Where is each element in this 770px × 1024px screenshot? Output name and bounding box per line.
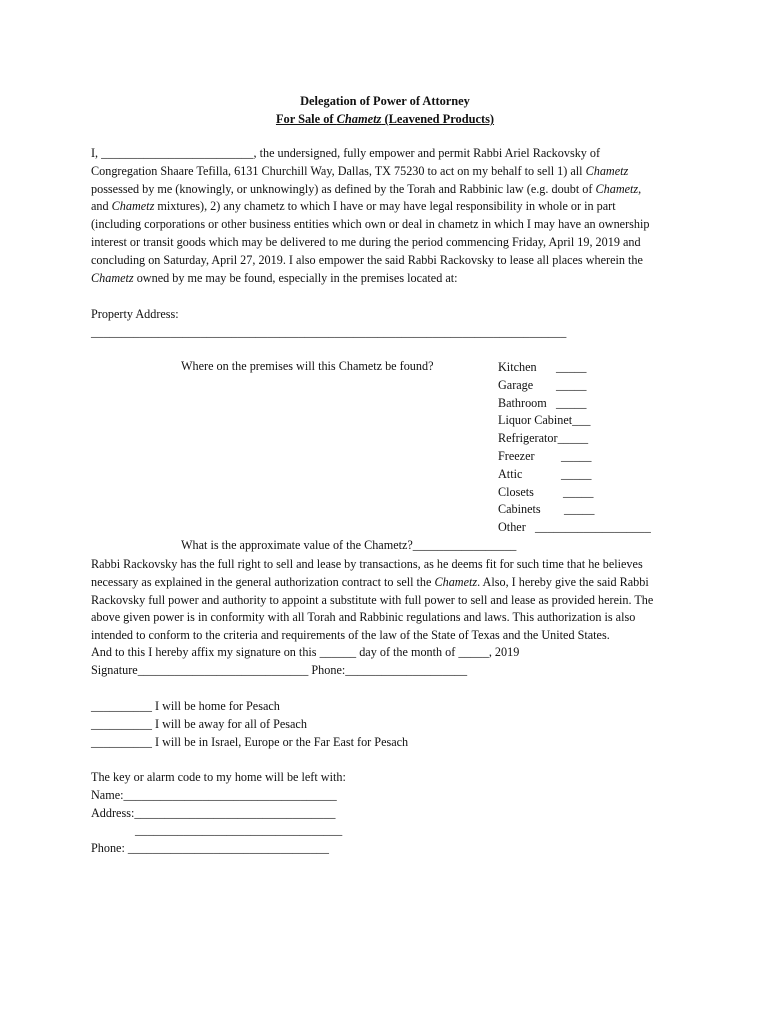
key-heading: The key or alarm code to my home will be left with:: [91, 770, 346, 784]
location-item[interactable]: [498, 359, 651, 377]
pesach-option[interactable]: __________ I will be in Israel, Europe or the Far East for Pesach: [91, 734, 409, 749]
intro-line: (including corporations or other business entities which own or deal in chametz in which I may have an ownership: [91, 217, 650, 232]
intro-italic: Chametz: [595, 181, 639, 196]
location-item[interactable]: [498, 430, 651, 448]
key-address-continuation[interactable]: __________________________________: [135, 823, 343, 838]
location-item[interactable]: [498, 484, 651, 502]
intro-paragraph: [91, 145, 681, 287]
authority-line: above given power is in conformity with all Torah and Rabbinic regulations and laws. This authorization is also: [91, 610, 636, 625]
intro-text: Congregation Shaare Tefilla, 6131 Churchill Way, Dallas, TX 75230 to act on my behalf to sell 1) all: [91, 163, 586, 178]
subtitle-italic: Chametz: [336, 112, 382, 126]
intro-text: ,: [638, 181, 642, 196]
location-blank[interactable]: _____: [556, 395, 587, 410]
authority-text: . Also, I hereby give the said Rabbi: [477, 574, 649, 589]
location-name: Liquor Cabinet: [498, 413, 573, 428]
intro-text: owned by me may be found, especially in the premises located at:: [133, 270, 458, 285]
location-name: Closets: [498, 484, 534, 499]
location-item[interactable]: [498, 412, 651, 430]
location-blank[interactable]: _____: [557, 431, 589, 446]
location-name: Attic: [498, 466, 523, 481]
property-address-label: Property Address:: [91, 307, 179, 321]
intro-line: interest or transit goods which may be delivered to me during the period commencing Friday, April 19, 2019 and: [91, 234, 641, 249]
document-title: Delegation of Power of Attorney: [300, 94, 470, 108]
key-name-field[interactable]: Name:___________________________________: [91, 787, 337, 802]
location-blank[interactable]: _____: [561, 466, 592, 481]
location-blank[interactable]: _____: [556, 377, 587, 392]
authority-italic: Chametz: [434, 574, 478, 589]
location-item[interactable]: [498, 501, 651, 519]
location-blank[interactable]: _____: [556, 360, 587, 374]
location-list: [498, 359, 651, 537]
subtitle-prefix: For Sale of: [275, 112, 337, 126]
location-question: Where on the premises will this Chametz be found?: [181, 359, 434, 373]
location-name: Refrigerator: [498, 431, 558, 446]
authority-line: Rabbi Rackovsky has the full right to sell and lease by transactions, as he deems fit for such time that he believes: [91, 557, 643, 571]
authority-line: intended to conform to the criteria and requirements of the law of the State of Texas and the United States.: [91, 628, 610, 643]
intro-line: [91, 270, 681, 288]
pesach-option[interactable]: __________ I will be away for all of Pesach: [91, 716, 307, 731]
location-name: Bathroom: [498, 395, 547, 410]
location-blank[interactable]: ___________________: [535, 520, 651, 535]
location-blank[interactable]: _____: [563, 484, 594, 499]
signature-line[interactable]: Signature____________________________ Phone:____________________: [91, 663, 468, 677]
location-blank[interactable]: _____: [564, 502, 595, 517]
intro-line: [91, 198, 681, 216]
intro-italic: Chametz: [585, 163, 629, 178]
authority-line: Rackovsky full power and authority to appoint a substitute with full power to sell and lease as provided herein. The: [91, 592, 654, 607]
pesach-option[interactable]: __________ I will be home for Pesach: [91, 699, 280, 713]
intro-line: [91, 163, 681, 181]
document-subtitle: [0, 112, 770, 127]
location-item[interactable]: [498, 395, 651, 413]
key-address-field[interactable]: Address:_________________________________: [91, 805, 336, 820]
key-section: [91, 769, 346, 858]
location-blank[interactable]: _____: [561, 448, 592, 463]
location-item[interactable]: [498, 377, 651, 395]
location-name: Cabinets: [498, 502, 541, 517]
intro-text: mixtures), 2) any chametz to which I have or may have legal responsibility in whole or in part: [154, 199, 616, 214]
location-name: Kitchen: [498, 360, 537, 374]
location-name: Freezer: [498, 448, 535, 463]
affix-line[interactable]: And to this I hereby affix my signature on this ______ day of the month of _____, 2019: [91, 645, 520, 659]
location-item[interactable]: [498, 466, 651, 484]
location-item[interactable]: [498, 448, 651, 466]
intro-italic: Chametz: [111, 199, 155, 214]
location-item[interactable]: [498, 519, 651, 537]
intro-line: [91, 181, 681, 199]
location-blank[interactable]: ___: [572, 413, 591, 428]
value-question[interactable]: What is the approximate value of the Chametz?_________________: [181, 538, 517, 552]
authority-line: [91, 574, 681, 592]
intro-italic: Chametz: [91, 270, 134, 285]
authority-paragraph: [91, 556, 681, 645]
intro-line: concluding on Saturday, April 27, 2019. I also empower the said Rabbi Rackovsky to lease all places wherein the: [91, 252, 643, 267]
pesach-options: [91, 698, 408, 751]
property-address-field[interactable]: ______________________________________________________________________________: [91, 325, 567, 339]
location-name: Other: [498, 520, 526, 535]
intro-text: possessed by me (knowingly, or unknowingly) as defined by the Torah and Rabbinic law (e.g. doubt of: [91, 181, 596, 196]
intro-text: and: [91, 199, 112, 214]
subtitle-suffix: (Leavened Products): [381, 112, 495, 126]
location-name: Garage: [498, 377, 534, 392]
key-phone-field[interactable]: Phone: _________________________________: [91, 841, 329, 856]
authority-text: necessary as explained in the general authorization contract to sell the: [91, 574, 435, 589]
intro-line: I, _________________________, the undersigned, fully empower and permit Rabbi Ariel Rackovsky of: [91, 146, 601, 160]
